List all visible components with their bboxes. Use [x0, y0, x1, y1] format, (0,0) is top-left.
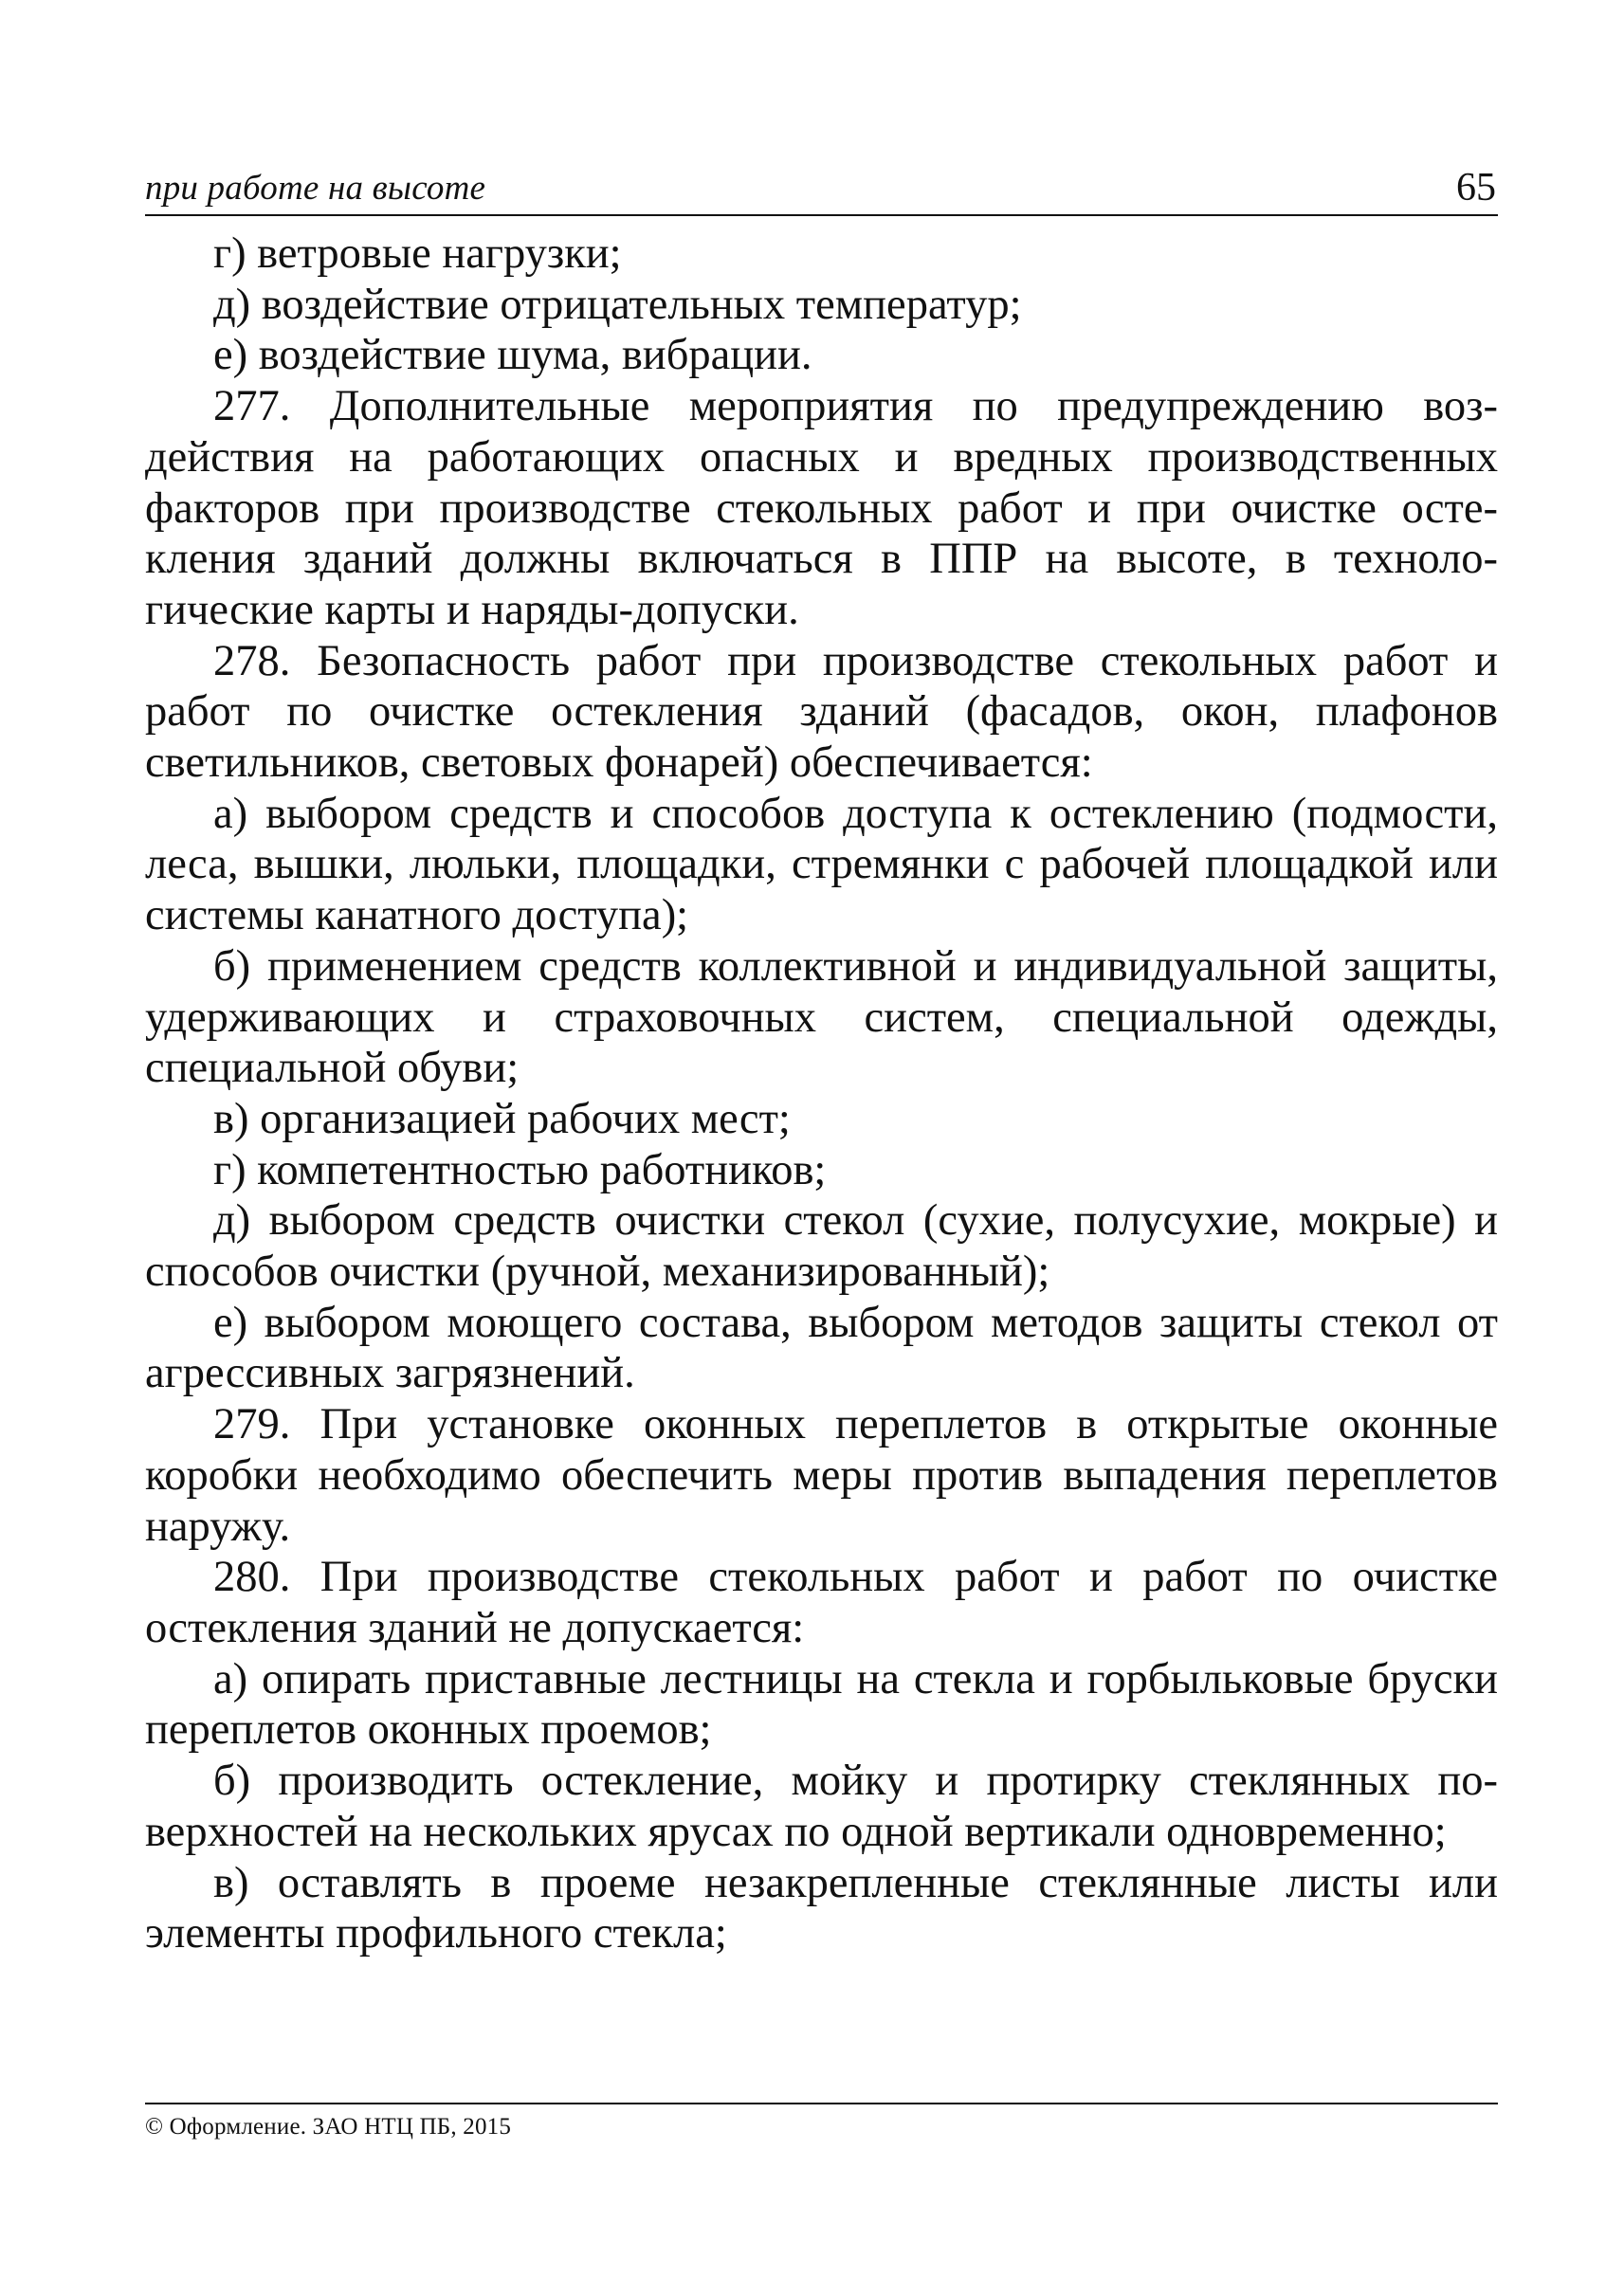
clause-278-item-a: а) выбором средств и способов доступа к остеклению (подмости, леса, вышки, люльки, площадки, стремянки с рабочей площадкой или системы канатного доступа); — [145, 789, 1498, 940]
list-item-e-noise-vibration: е) воздействие шума, вибрации. — [213, 331, 812, 380]
clause-278-item-g: г) компетентностью работников; — [213, 1145, 827, 1194]
running-title: при работе на высоте — [145, 169, 486, 208]
page-footer — [145, 2103, 1498, 2140]
clause-279: 279. При установке оконных переплетов в открытые оконные коробки необходимо обеспечить меры против выпадения переплетов наружу. — [145, 1400, 1498, 1551]
list-item-g-wind-loads: г) ветровые нагрузки; — [213, 229, 622, 278]
clause-280: 280. При производстве стекольных работ и работ по очистке остекления зданий не допускается: — [145, 1553, 1498, 1652]
clause-278: 278. Безопасность работ при производстве стекольных работ и работ по очистке остекления зданий (фасадов, окон, плафонов светильников, световых фонарей) обеспечивается: — [145, 636, 1498, 788]
clause-278-item-v: в) организацией рабочих мест; — [213, 1094, 791, 1143]
list-item-d-negative-temperatures: д) воздействие отрицательных температур; — [213, 280, 1022, 329]
body-text — [145, 228, 1498, 1959]
clause-280-item-b: б) производить остекление, мойку и протирку стеклянных поверхностей на нескольких ярусах по одной вертикали одновременно; — [145, 1757, 1498, 1856]
clause-277: 277. Дополнительные мероприятия по предупреждению воздействия на работающих опасных и вредных производственных факторов при производстве стекольных работ и при очистке остекления зданий должны включаться в ППР на высоте, в технологические карты и наряды-допуски. — [145, 382, 1498, 634]
copyright-notice: © Оформление. ЗАО НТЦ ПБ, 2015 — [145, 2114, 512, 2140]
page-header — [145, 159, 1498, 216]
clause-280-item-v: в) оставлять в проеме незакрепленные стеклянные листы или элементы профильного стекла; — [145, 1858, 1498, 1958]
page-number: 65 — [1456, 166, 1496, 209]
clause-278-item-b: б) применением средств коллективной и индивидуальной защиты, удерживающих и страховочных систем, специальной одежды, специальной обуви; — [145, 941, 1498, 1093]
clause-278-item-d: д) выбором средств очистки стекол (сухие, полусухие, мокрые) и способов очистки (ручной, механизированный); — [145, 1196, 1498, 1297]
clause-280-item-a: а) опирать приставные лестницы на стекла и горбыльковые бруски переплетов оконных проемов; — [145, 1654, 1498, 1755]
clause-278-item-e: е) выбором моющего состава, выбором методов защиты стекол от агрессивных загрязнений. — [145, 1298, 1498, 1398]
